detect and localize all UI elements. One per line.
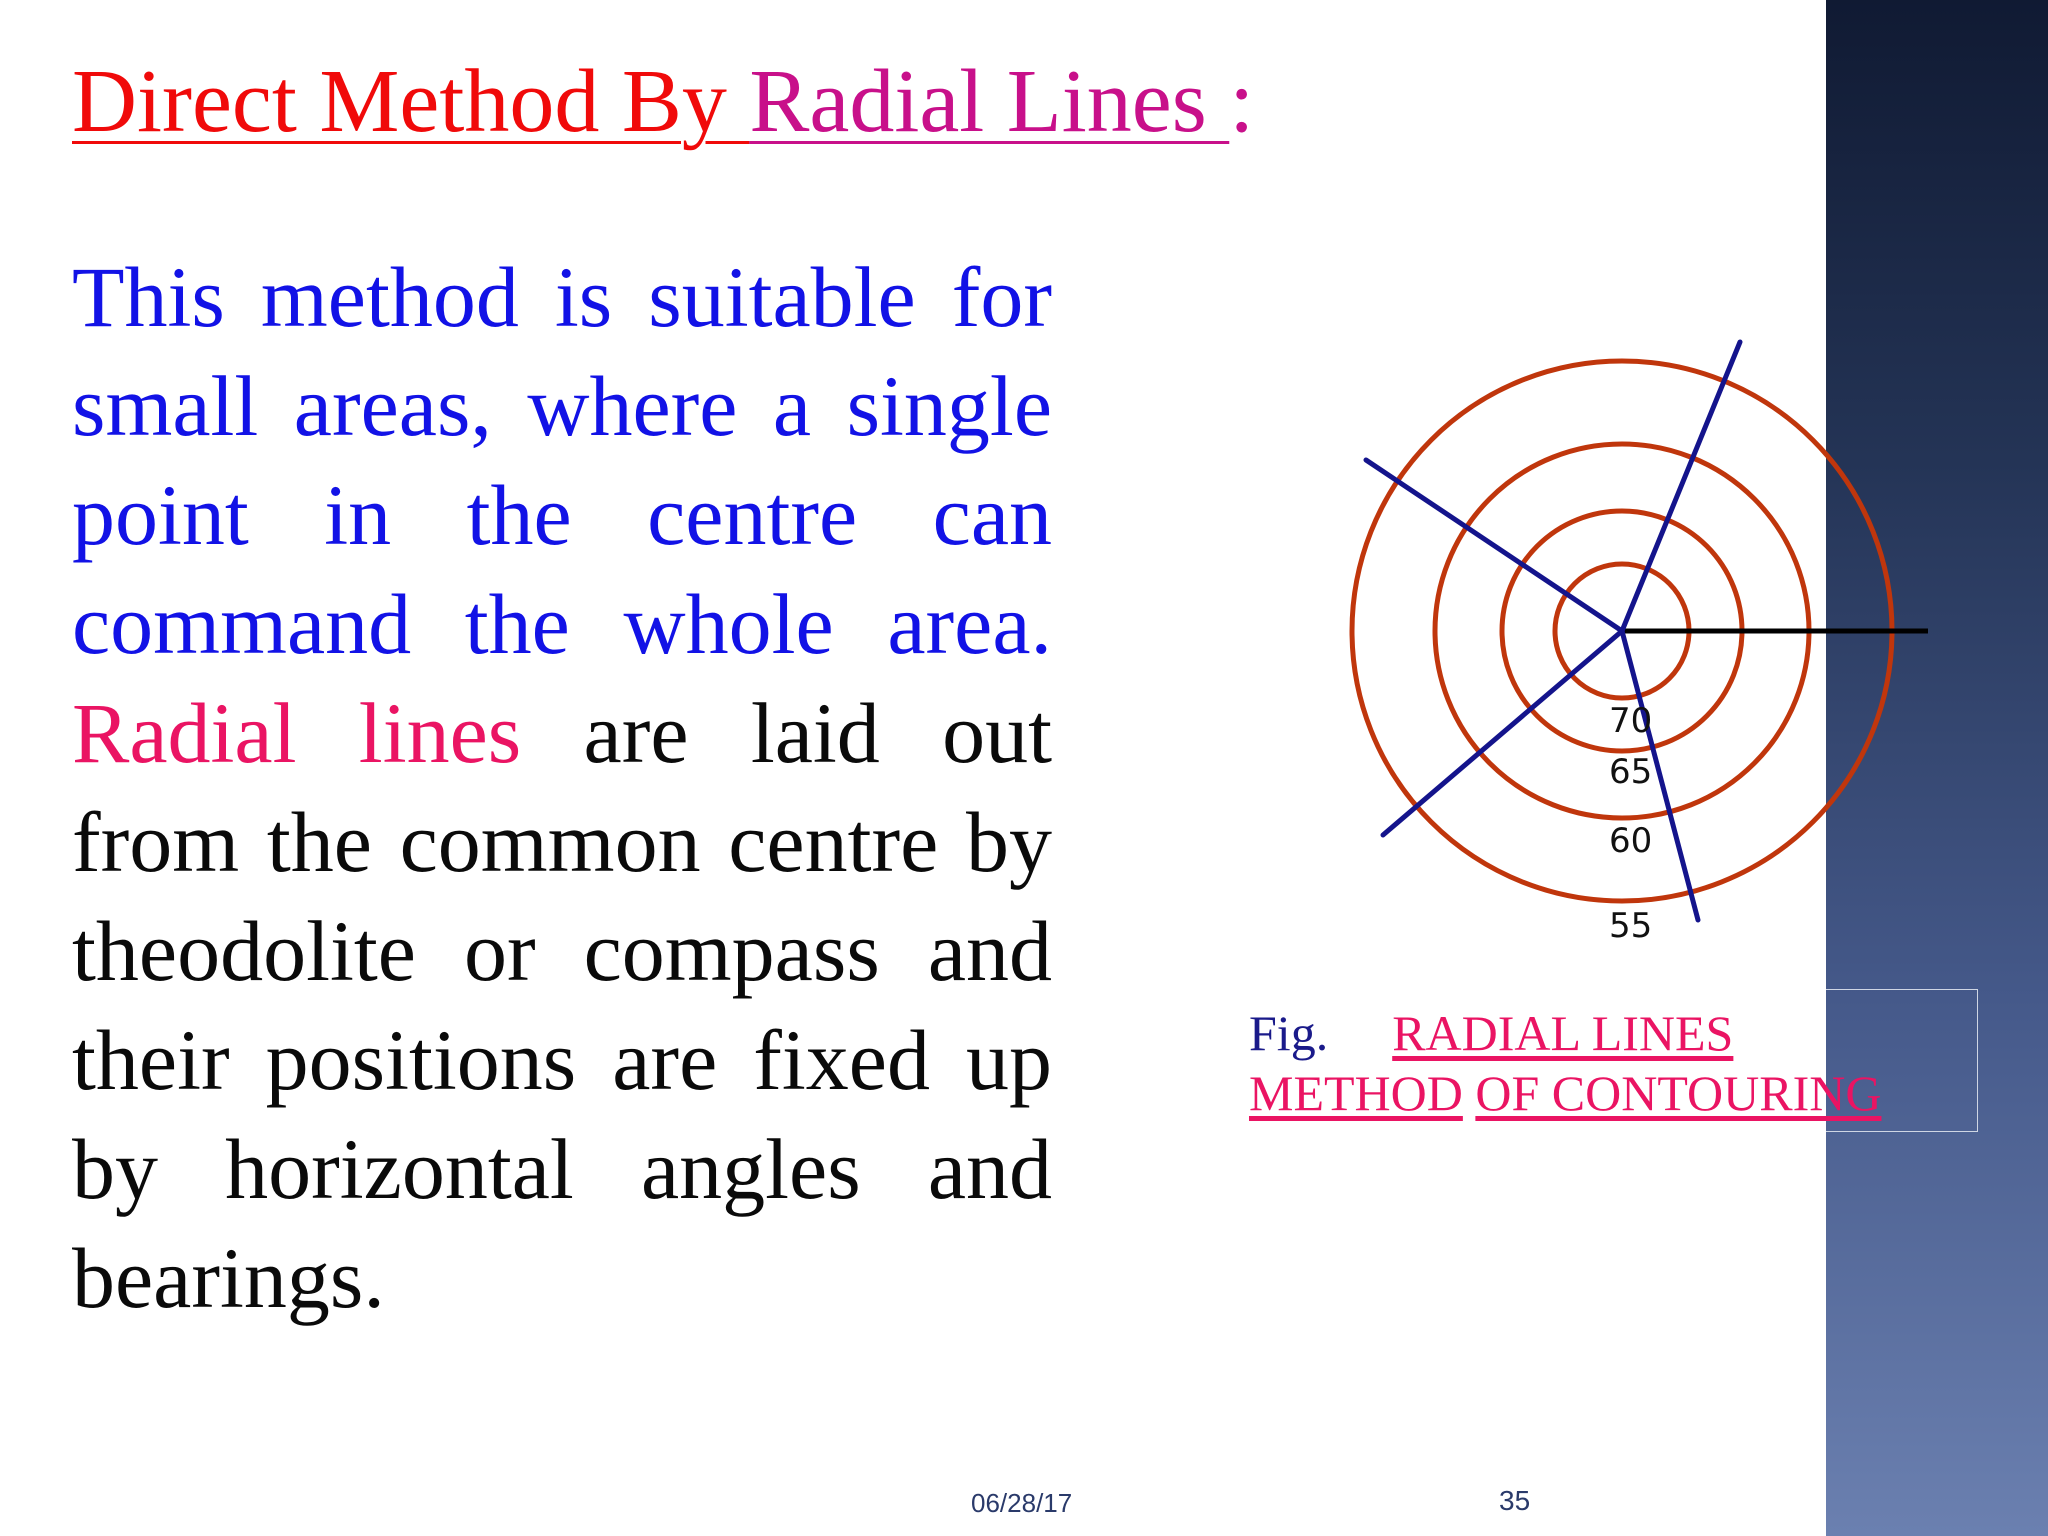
contour-label-55: 55 — [1609, 906, 1653, 946]
contour-label-70: 70 — [1609, 701, 1653, 741]
body-text-description: are laid out from the common centre by theodolite or compass and their positions are fixed up by horizontal angles and bearings. — [72, 685, 1052, 1326]
title-part-direct-method: Direct Method By — [72, 52, 750, 151]
footer-date: 06/28/17 — [971, 1488, 1073, 1518]
caption-of-contouring: OF CONTOURING — [1475, 1065, 1882, 1121]
page-number: 35 — [1499, 1485, 1531, 1516]
caption-fig-label: Fig. — [1249, 1005, 1329, 1061]
caption-radial-lines: RADIAL LINES — [1392, 1005, 1734, 1061]
title-part-radial-lines: Radial Lines — [749, 52, 1230, 151]
title-colon: : — [1229, 52, 1255, 151]
radial-line-ne — [1622, 342, 1740, 631]
radial-line-nw — [1366, 460, 1622, 631]
caption-method: METHOD — [1249, 1065, 1463, 1121]
caption-line-1 — [1249, 1003, 1949, 1063]
body-text-radial-lines: Radial lines — [72, 685, 522, 781]
contour-label-60: 60 — [1609, 821, 1653, 861]
figure-caption — [1249, 1003, 1949, 1123]
contour-label-65: 65 — [1609, 752, 1653, 792]
body-text-intro: This method is suitable for small areas, where a single point in the centre can command the whole area. — [72, 249, 1052, 672]
radial-line-sw — [1383, 631, 1622, 835]
caption-line-2 — [1249, 1063, 1949, 1123]
